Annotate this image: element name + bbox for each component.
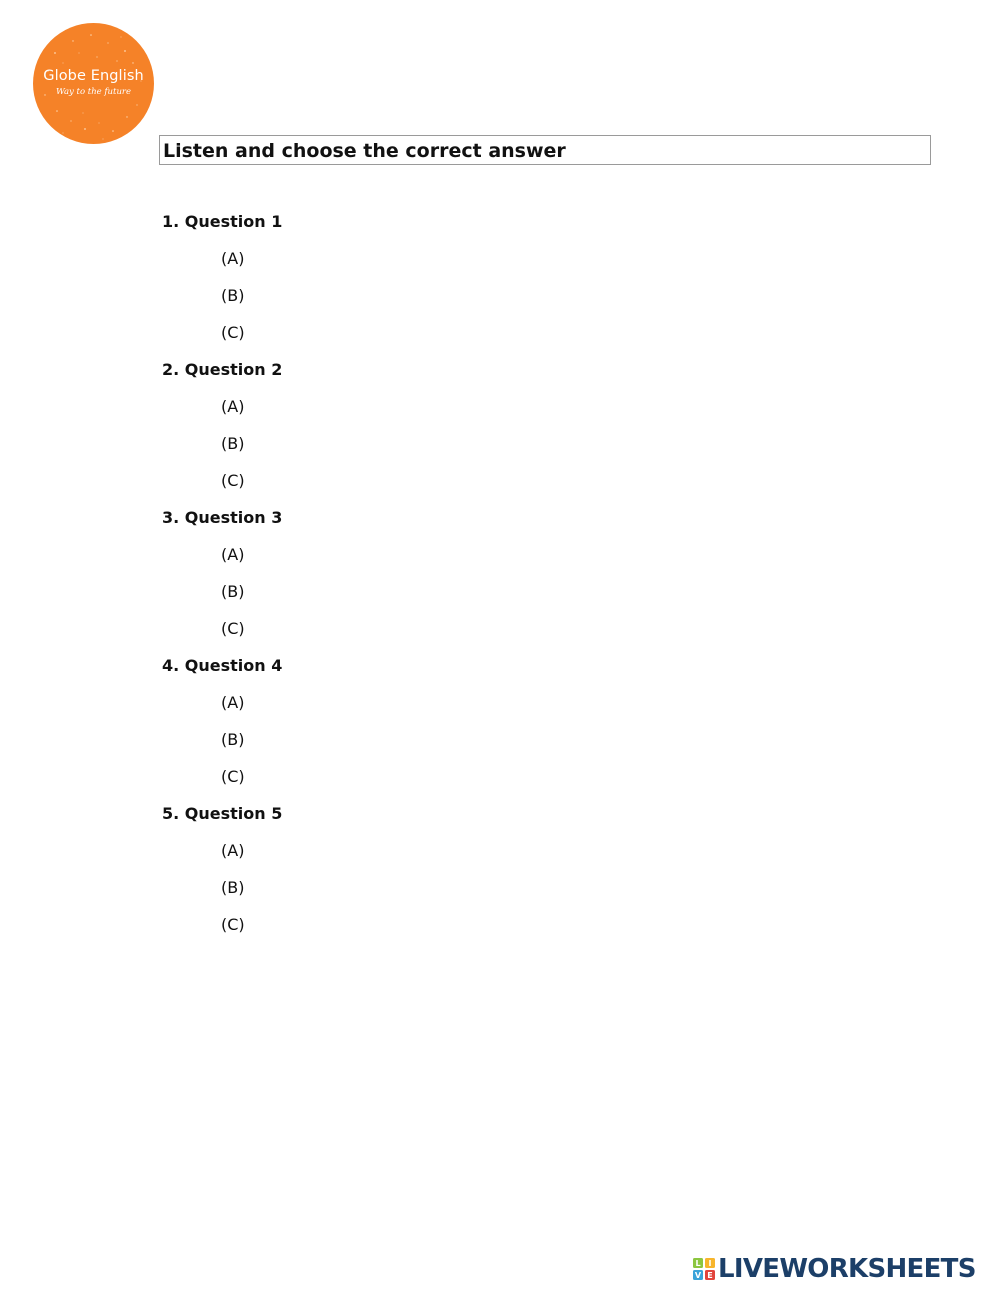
liveworksheets-brand	[692, 1254, 976, 1284]
liveworksheets-logo-icon	[692, 1256, 716, 1282]
answer-option-c[interactable]: (C)	[221, 323, 245, 342]
globe-english-logo	[33, 23, 154, 144]
question-label: 5. Question 5	[162, 804, 283, 823]
question-3	[162, 506, 862, 654]
answer-option-c[interactable]: (C)	[221, 915, 245, 934]
question-4	[162, 654, 862, 802]
question-1	[162, 210, 862, 358]
answer-option-a[interactable]: (A)	[221, 693, 245, 712]
logo-name: Globe English	[43, 68, 144, 84]
answer-option-a[interactable]: (A)	[221, 397, 245, 416]
question-list	[162, 210, 862, 950]
instruction-title: Listen and choose the correct answer	[163, 140, 566, 162]
answer-option-b[interactable]: (B)	[221, 434, 245, 453]
question-5	[162, 802, 862, 950]
answer-option-c[interactable]: (C)	[221, 471, 245, 490]
question-label: 4. Question 4	[162, 656, 283, 675]
question-label: 1. Question 1	[162, 212, 283, 231]
logo-tagline: Way to the future	[55, 87, 132, 97]
svg-text:I: I	[708, 1259, 712, 1268]
answer-option-a[interactable]: (A)	[221, 249, 245, 268]
svg-text:E: E	[707, 1271, 713, 1280]
answer-option-b[interactable]: (B)	[221, 878, 245, 897]
answer-option-b[interactable]: (B)	[221, 582, 245, 601]
brand-text: LIVEWORKSHEETS	[718, 1254, 976, 1284]
instruction-box	[159, 135, 931, 165]
svg-text:L: L	[695, 1259, 701, 1268]
answer-option-c[interactable]: (C)	[221, 619, 245, 638]
question-label: 3. Question 3	[162, 508, 283, 527]
answer-option-b[interactable]: (B)	[221, 286, 245, 305]
question-label: 2. Question 2	[162, 360, 283, 379]
answer-option-a[interactable]: (A)	[221, 841, 245, 860]
answer-option-a[interactable]: (A)	[221, 545, 245, 564]
answer-option-b[interactable]: (B)	[221, 730, 245, 749]
question-2	[162, 358, 862, 506]
answer-option-c[interactable]: (C)	[221, 767, 245, 786]
svg-text:V: V	[694, 1271, 702, 1280]
